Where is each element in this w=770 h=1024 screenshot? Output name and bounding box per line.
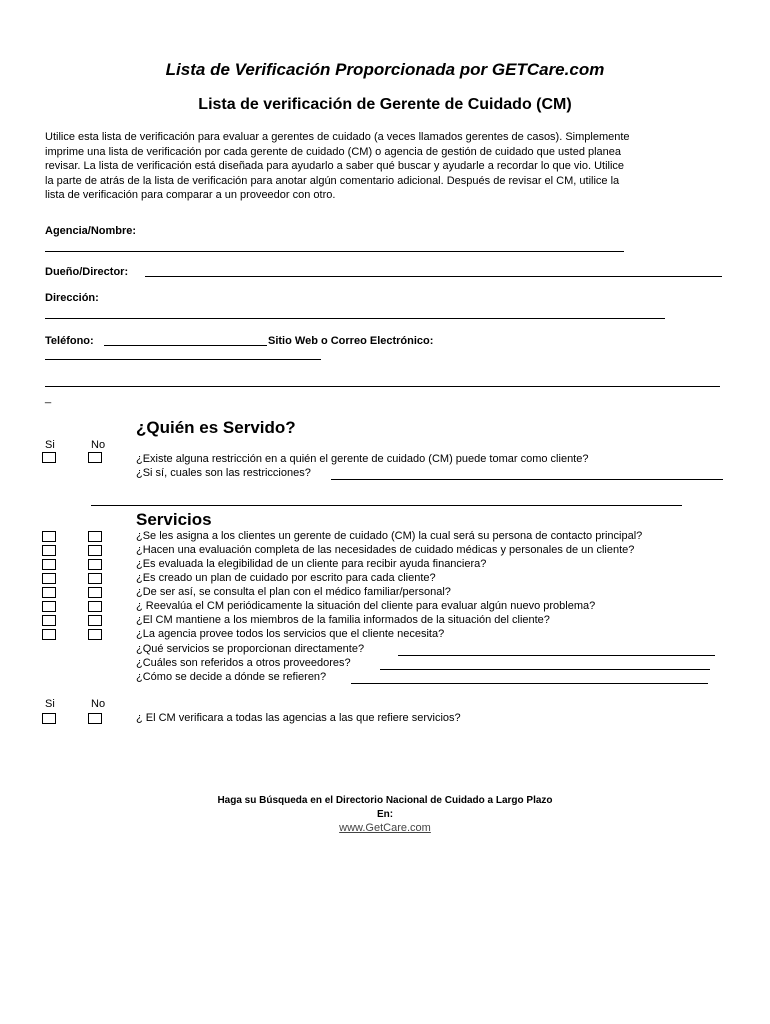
- servicio-si-checkbox[interactable]: [42, 545, 56, 556]
- servicio-si-checkbox[interactable]: [42, 615, 56, 626]
- servicios-heading: Servicios: [136, 510, 212, 529]
- footer-en: En:: [376, 809, 394, 820]
- quien-question: ¿Existe alguna restricción en a quién el gerente de cuidado (CM) puede tomar como cliente?: [136, 453, 589, 465]
- document-title: Lista de Verificación Proporcionada por GETCare.com: [165, 60, 605, 79]
- servicio-no-checkbox[interactable]: [88, 587, 102, 598]
- servicio-si-checkbox[interactable]: [42, 629, 56, 640]
- getcare-link[interactable]: www.GetCare.com: [339, 822, 431, 834]
- restricciones-field[interactable]: [331, 479, 723, 480]
- quien-si-checkbox[interactable]: [42, 452, 56, 463]
- intro-line: revisar. La lista de verificación está diseñada para ayudarlo a saber qué buscar y ayudarle a recordar lo que vio. Utilice: [45, 160, 625, 172]
- servicio-question: ¿Hacen una evaluación completa de las necesidades de cuidado médicas y personales de un cliente?: [136, 544, 635, 556]
- agencia-label: Agencia/Nombre:: [45, 225, 137, 237]
- footer-link-wrap: [0, 822, 770, 834]
- dash-mark: _: [45, 392, 52, 404]
- verifica-si-checkbox[interactable]: [42, 713, 56, 724]
- intro-line: Utilice esta lista de verificación para evaluar a gerentes de cuidado (a veces llamados gerentes de casos). Simplemente: [45, 131, 630, 143]
- servicio-si-checkbox[interactable]: [42, 559, 56, 570]
- servicio-question: ¿De ser así, se consulta el plan con el médico familiar/personal?: [136, 586, 451, 598]
- agencia-field[interactable]: [45, 251, 624, 252]
- quien-heading: ¿Quién es Servido?: [136, 418, 296, 437]
- open-question: ¿Cuáles son referidos a otros proveedores?: [136, 657, 351, 669]
- dueno-field[interactable]: [145, 276, 722, 277]
- open-answer-field[interactable]: [398, 655, 715, 656]
- section-divider: [91, 505, 682, 506]
- notes-line[interactable]: [45, 386, 720, 387]
- open-question: ¿Cómo se decide a dónde se refieren?: [136, 671, 327, 683]
- sitio-field[interactable]: [45, 359, 321, 360]
- footer-line: Haga su Búsqueda en el Directorio Nacional de Cuidado a Largo Plazo: [217, 795, 553, 806]
- servicio-si-checkbox[interactable]: [42, 531, 56, 542]
- intro-paragraph: [45, 130, 735, 203]
- intro-line: imprime una lista de verificación por cada gerente de cuidado (CM) o agencia de gestión de cuidado que usted planea: [45, 145, 622, 158]
- telefono-label: Teléfono:: [45, 335, 94, 347]
- servicio-no-checkbox[interactable]: [88, 559, 102, 570]
- servicio-question: ¿Se les asigna a los clientes un gerente de cuidado (CM) la cual será su persona de contacto principal?: [136, 530, 643, 542]
- servicio-question: ¿La agencia provee todos los servicios que el cliente necesita?: [136, 628, 445, 640]
- restricciones-question: [136, 467, 311, 479]
- servicio-no-checkbox[interactable]: [88, 573, 102, 584]
- servicio-question: ¿ Reevalúa el CM periódicamente la situación del cliente para evaluar algún nuevo problema?: [136, 600, 596, 612]
- servicio-si-checkbox[interactable]: [42, 573, 56, 584]
- open-answer-field[interactable]: [351, 683, 708, 684]
- document-subtitle: Lista de verificación de Gerente de Cuidado (CM): [198, 96, 572, 113]
- sitio-label: Sitio Web o Correo Electrónico:: [268, 335, 434, 347]
- open-answer-field[interactable]: [380, 669, 710, 670]
- quien-no-checkbox[interactable]: [88, 452, 102, 463]
- servicio-question: ¿Es evaluada la elegibilidad de un cliente para recibir ayuda financiera?: [136, 558, 487, 570]
- no-header: No: [91, 439, 106, 451]
- restricciones-label: ¿Si sí, cuales son las restricciones?: [136, 467, 311, 479]
- servicio-si-checkbox[interactable]: [42, 587, 56, 598]
- servicio-no-checkbox[interactable]: [88, 615, 102, 626]
- servicio-no-checkbox[interactable]: [88, 629, 102, 640]
- si-header: Si: [45, 439, 55, 451]
- si-header: Si: [45, 698, 55, 710]
- servicio-no-checkbox[interactable]: [88, 601, 102, 612]
- direccion-label: Dirección:: [45, 292, 99, 304]
- dueno-label: Dueño/Director:: [45, 266, 129, 278]
- servicio-no-checkbox[interactable]: [88, 531, 102, 542]
- servicio-question: ¿Es creado un plan de cuidado por escrito para cada cliente?: [136, 572, 436, 584]
- open-question: ¿Qué servicios se proporcionan directamente?: [136, 643, 365, 655]
- intro-line: la parte de atrás de la lista de verificación para anotar algún comentario adicional. Después de revisar el CM, utilice la: [45, 174, 620, 187]
- servicio-question: ¿El CM mantiene a los miembros de la familia informados de la situación del cliente?: [136, 614, 550, 626]
- servicio-no-checkbox[interactable]: [88, 545, 102, 556]
- direccion-field[interactable]: [45, 318, 665, 319]
- servicio-si-checkbox[interactable]: [42, 601, 56, 612]
- intro-line: lista de verificación para comparar a un proveedor con otro.: [45, 189, 336, 201]
- verifica-no-checkbox[interactable]: [88, 713, 102, 724]
- telefono-field[interactable]: [104, 345, 267, 346]
- no-header: No: [91, 698, 106, 710]
- verifica-question: ¿ El CM verificara a todas las agencias a las que refiere servicios?: [136, 712, 461, 724]
